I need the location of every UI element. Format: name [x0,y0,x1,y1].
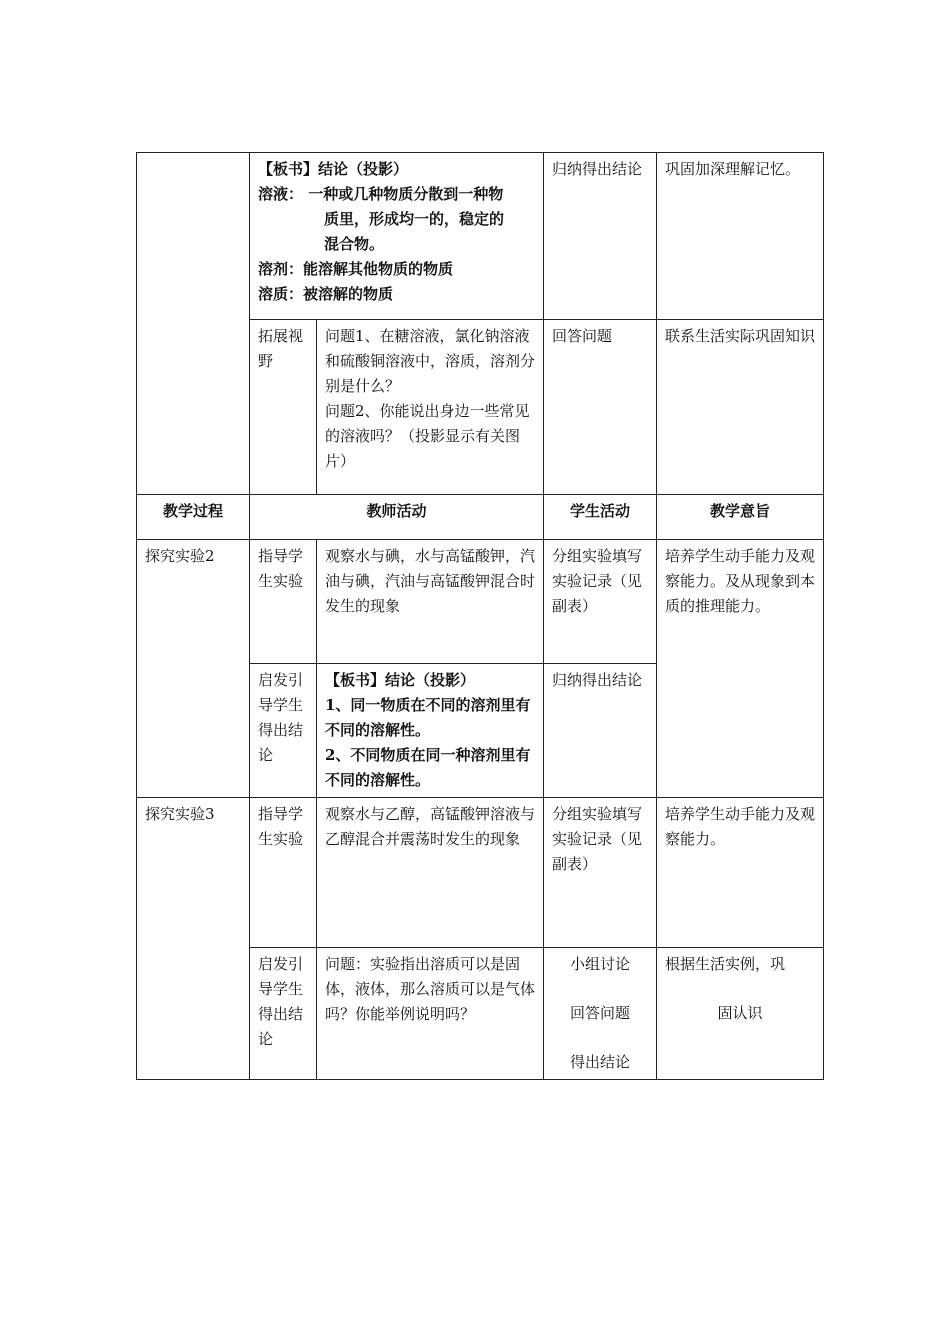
label-cell: 拓展视野 [250,320,317,495]
purpose-cell: 联系生活实际巩固知识 [657,320,824,495]
teacher-cell: 观察水与碘，水与高锰酸钾，汽油与碘，汽油与高锰酸钾混合时发生的现象 [317,540,544,664]
solution-definition-end: 混合物。 [324,235,385,253]
purpose-cell: 培养学生动手能力及观察能力。 [657,798,824,948]
student-step-1: 小组讨论 [570,955,631,973]
solute-definition: 溶质：被溶解的物质 [258,285,394,303]
student-cell: 归纳得出结论 [544,664,657,798]
table-header-row [137,495,824,540]
teacher-cell-conclusion [317,664,544,798]
student-cell: 回答问题 [544,320,657,495]
student-step-2: 回答问题 [570,1004,631,1022]
conclusion-2: 2、不同物质在同一种溶剂里有不同的溶解性。 [325,746,531,789]
solution-definition-cont: 质里，形成均一的，稳定的 [324,210,505,228]
board-title: 【板书】结论（投影） [325,671,476,689]
purpose-cell: 培养学生动手能力及观察能力。及从现象到本质的推理能力。 [657,540,824,798]
purpose-line-2: 固认识 [717,1004,763,1022]
student-cell [544,948,657,1080]
board-title: 【板书】结论（投影） [258,160,409,178]
student-step-3: 得出结论 [570,1053,631,1071]
process-cell-empty [137,153,250,495]
student-cell: 归纳得出结论 [544,153,657,320]
student-cell: 分组实验填写实验记录（见副表） [544,798,657,948]
question-2: 问题2、你能说出身边一些常见的溶液吗？（投影显示有关图片） [325,402,530,470]
lesson-plan-table [136,152,824,1080]
teacher-cell-conclusion [250,153,544,320]
table-row [137,153,824,320]
header-purpose: 教学意旨 [657,495,824,540]
process-cell-exp3: 探究实验3 [137,798,250,1080]
teacher-cell: 观察水与乙醇，高锰酸钾溶液与乙醇混合并震荡时发生的现象 [317,798,544,948]
teacher-cell: 问题：实验指出溶质可以是固体，液体，那么溶质可以是气体吗？你能举例说明吗？ [317,948,544,1080]
label-cell: 启发引导学生得出结论 [250,948,317,1080]
label-cell: 启发引导学生得出结论 [250,664,317,798]
process-cell-exp2: 探究实验2 [137,540,250,798]
header-teacher: 教师活动 [250,495,544,540]
conclusion-1: 1、同一物质在不同的溶剂里有不同的溶解性。 [325,696,531,739]
solvent-definition: 溶剂：能溶解其他物质的物质 [258,260,454,278]
teacher-cell [317,320,544,495]
question-1: 问题1、在糖溶液，氯化钠溶液和硫酸铜溶液中，溶质，溶剂分别是什么？ [325,327,536,395]
table-row [137,798,824,948]
solution-definition: 溶液： 一种或几种物质分散到一种物 [258,185,504,203]
header-process: 教学过程 [137,495,250,540]
student-cell: 分组实验填写实验记录（见副表） [544,540,657,664]
label-cell: 指导学生实验 [250,540,317,664]
label-cell: 指导学生实验 [250,798,317,948]
purpose-line-1: 根据生活实例，巩 [665,955,786,973]
purpose-cell [657,948,824,1080]
header-student: 学生活动 [544,495,657,540]
table-row [137,540,824,664]
purpose-cell: 巩固加深理解记忆。 [657,153,824,320]
